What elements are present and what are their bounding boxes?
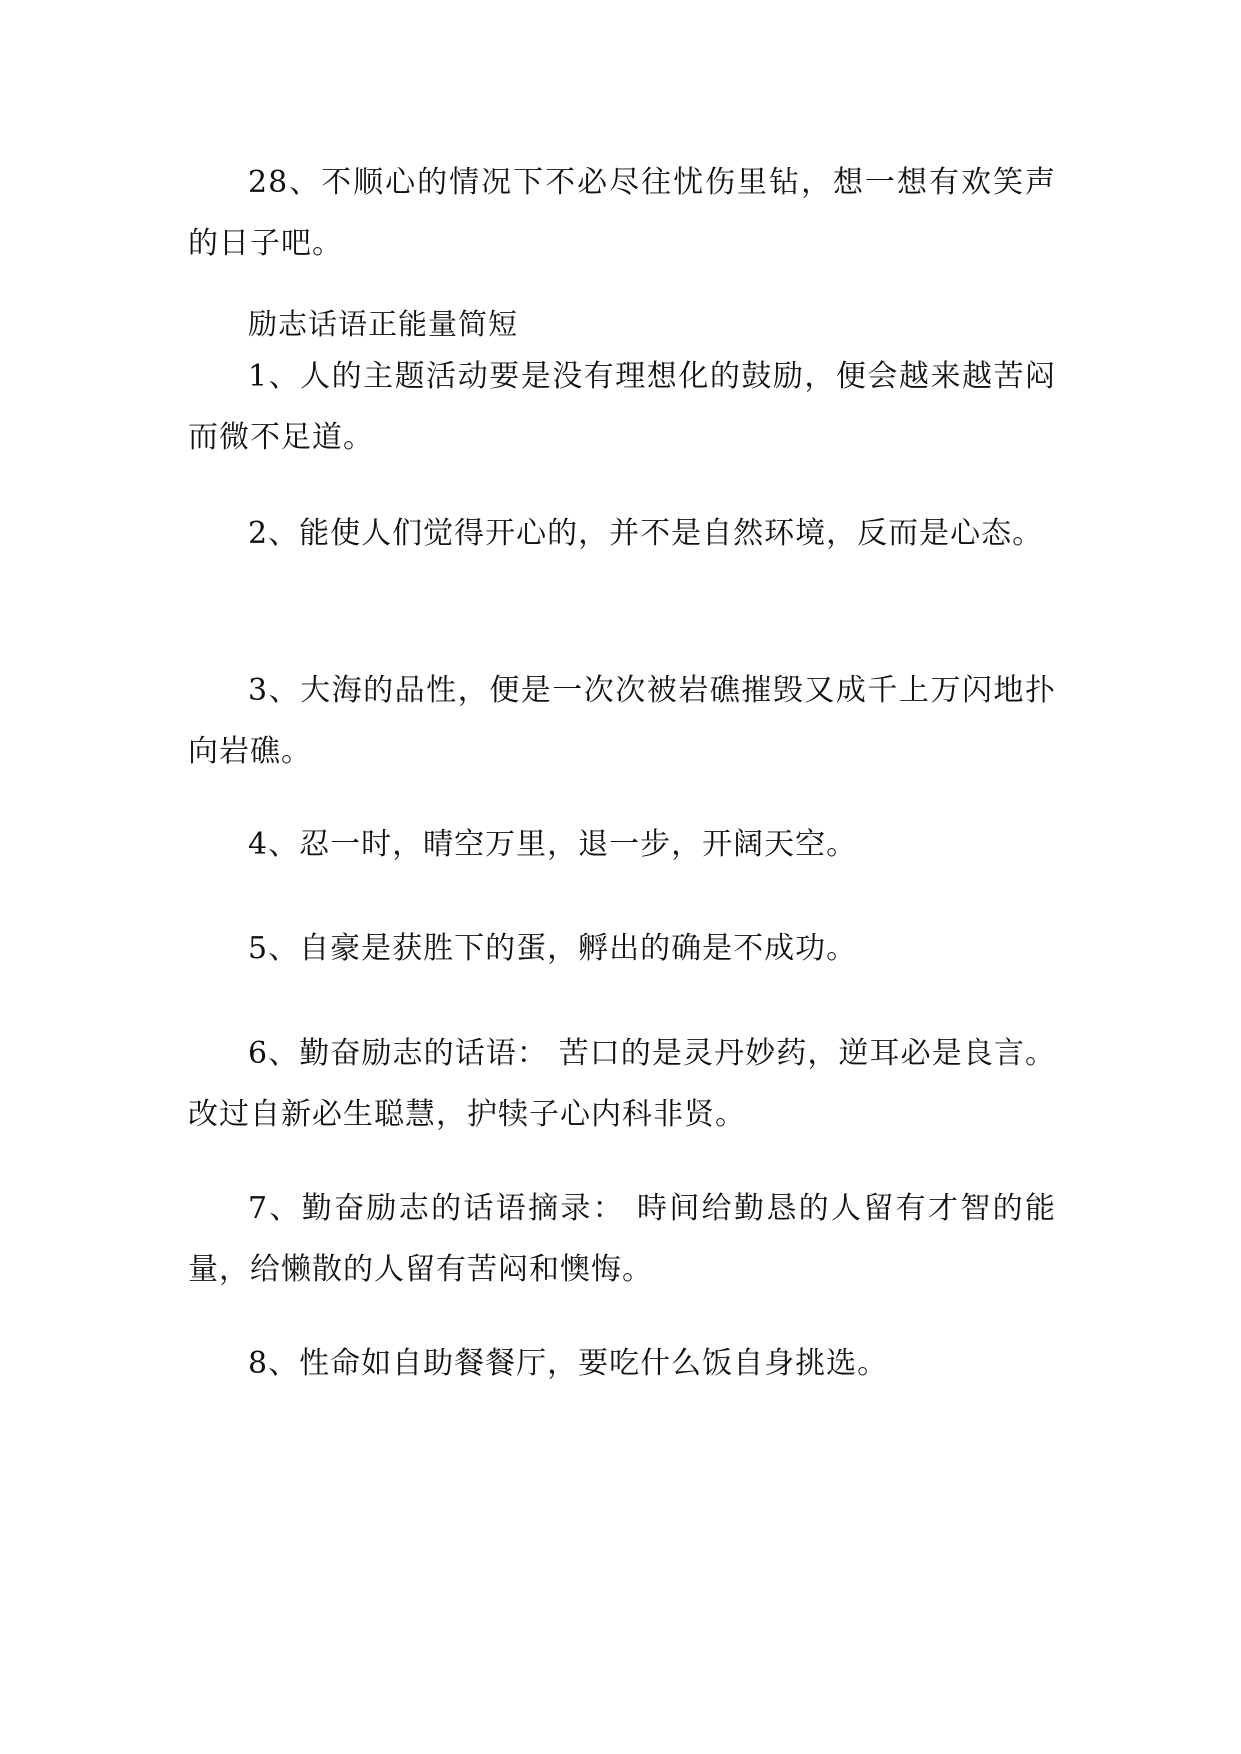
section-heading: 励志话语正能量简短 <box>248 307 519 341</box>
quote-1: 1、人的主题活动要是没有理想化的鼓励，便会越来越苦闷而微不足道。 <box>188 359 1056 455</box>
quote-5: 5、自豪是获胜下的蛋，孵出的确是不成功。 <box>248 931 858 966</box>
quote-8: 8、性命如自助餐餐厅，要吃什么饭自身挑选。 <box>248 1346 889 1381</box>
quote-2: 2、能使人们觉得开心的，并不是自然环境，反而是心态。 <box>248 516 1044 551</box>
quote-3: 3、大海的品性，便是一次次被岩礁摧毁又成千上万闪地扑向岩礁。 <box>188 673 1056 769</box>
quote-4: 4、忍一时，晴空万里，退一步，开阔天空。 <box>248 827 858 862</box>
quote-28: 28、不顺心的情况下不必尽往忧伤里钻，想一想有欢笑声的日子吧。 <box>188 165 1056 261</box>
quote-6: 6、勤奋励志的话语： 苦口的是灵丹妙药，逆耳必是良言。改过自新必生聪慧，护犊子心内科非贤。 <box>188 1036 1056 1132</box>
quote-7: 7、勤奋励志的话语摘录： 時间给勤恳的人留有才智的能量，给懒散的人留有苦闷和懊悔。 <box>188 1191 1056 1287</box>
